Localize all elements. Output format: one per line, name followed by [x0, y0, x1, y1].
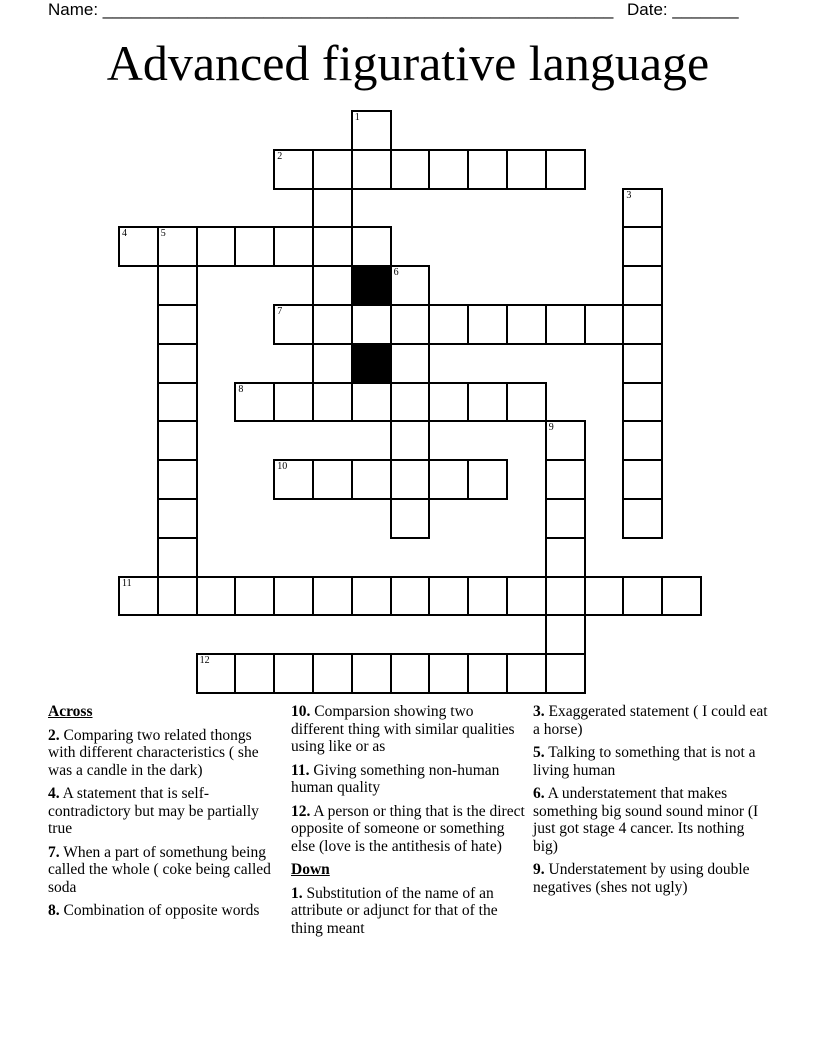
down-heading: Down: [291, 861, 330, 878]
crossword-cell[interactable]: [390, 498, 431, 539]
crossword-cell[interactable]: [157, 459, 198, 500]
clue-number: 6: [393, 267, 399, 279]
clue-item: [48, 727, 278, 780]
crossword-cell[interactable]: [584, 576, 625, 617]
crossword-cell[interactable]: [622, 265, 663, 306]
crossword-cell[interactable]: [157, 343, 198, 384]
crossword-cell[interactable]: [390, 304, 431, 345]
crossword-cell[interactable]: [467, 382, 508, 423]
crossword-cell[interactable]: [506, 382, 547, 423]
clue-item-text: Giving something non-human human quality: [291, 761, 500, 796]
crossword-cell[interactable]: [622, 343, 663, 384]
clue-item-number: 5.: [533, 744, 545, 761]
crossword-cell[interactable]: [622, 188, 663, 229]
crossword-cell[interactable]: [312, 459, 353, 500]
crossword-cell[interactable]: [622, 226, 663, 267]
crossword-cell[interactable]: [312, 382, 353, 423]
crossword-cell[interactable]: [351, 653, 392, 694]
crossword-cell[interactable]: [157, 382, 198, 423]
clue-item: [48, 785, 278, 838]
crossword-cell[interactable]: [273, 576, 314, 617]
crossword-cell[interactable]: [312, 149, 353, 190]
crossword-cell[interactable]: [467, 576, 508, 617]
clue-item-text: Exaggerated statement ( I could eat a horse): [533, 703, 768, 738]
crossword-cell[interactable]: [428, 576, 469, 617]
clue-number: 1: [354, 112, 360, 123]
crossword-cell[interactable]: [545, 304, 586, 345]
crossword-cell[interactable]: [390, 459, 431, 500]
crossword-cell[interactable]: [467, 149, 508, 190]
crossword-cell[interactable]: [622, 304, 663, 345]
clue-item: [533, 703, 773, 738]
clue-item-number: 4.: [48, 785, 60, 802]
clue-item: [291, 762, 526, 797]
clues-column-2: [291, 703, 526, 943]
crossword-cell[interactable]: [506, 304, 547, 345]
crossword-cell[interactable]: [467, 459, 508, 500]
clue-item-number: 12.: [291, 802, 311, 820]
clue-item-text: A statement that is self-contradictory but may be partially true: [48, 785, 259, 837]
crossword-cell[interactable]: [622, 576, 663, 617]
crossword-cell[interactable]: [157, 498, 198, 539]
clue-number: 9: [548, 422, 554, 434]
clue-item-number: 3.: [533, 703, 545, 720]
across-heading: Across: [48, 703, 93, 720]
page-title: Advanced figurative language: [106, 35, 710, 91]
crossword-cell[interactable]: [157, 226, 198, 267]
clue-item-text: Substitution of the name of an attribute or adjunct for that of the thing meant: [291, 884, 498, 937]
crossword-cell[interactable]: [351, 149, 392, 190]
crossword-cell[interactable]: [273, 149, 314, 190]
crossword-cell[interactable]: [234, 576, 275, 617]
crossword-cell[interactable]: [157, 265, 198, 306]
crossword-cell[interactable]: [390, 343, 431, 384]
crossword-cell[interactable]: [584, 304, 625, 345]
clues-column-3: [533, 703, 773, 902]
crossword-cell[interactable]: [273, 459, 314, 500]
clue-number: 8: [238, 383, 244, 395]
clue-item-number: 2.: [48, 726, 60, 744]
crossword-cell[interactable]: [234, 226, 275, 267]
crossword-cell[interactable]: [428, 304, 469, 345]
crossword-cell[interactable]: [622, 459, 663, 500]
crossword-cell[interactable]: [312, 226, 353, 267]
clue-item-number: 7.: [48, 843, 60, 861]
crossword-cell[interactable]: [661, 576, 702, 617]
crossword-cell[interactable]: [545, 149, 586, 190]
clue-number: 12: [199, 655, 210, 667]
crossword-cell[interactable]: [506, 576, 547, 617]
clue-item-text: Comparsion showing two different thing with similar qualities using like or as: [291, 703, 515, 755]
crossword-cell[interactable]: [545, 614, 586, 655]
crossword-cell[interactable]: [622, 382, 663, 423]
clue-number: 4: [122, 228, 127, 240]
clue-item: [533, 785, 773, 855]
crossword-cell[interactable]: [506, 149, 547, 190]
crossword-cell[interactable]: [118, 576, 159, 617]
crossword-cell[interactable]: [545, 653, 586, 694]
crossword-cell[interactable]: [157, 420, 198, 461]
crossword-cell[interactable]: [545, 498, 586, 539]
clue-item-text: Talking to something that is not a living human: [533, 744, 756, 779]
clue-item-number: 11.: [291, 761, 310, 779]
clue-number: 5: [160, 228, 166, 240]
crossword-cell[interactable]: [390, 265, 431, 306]
crossword-cell[interactable]: [545, 459, 586, 500]
clue-number: 10: [277, 461, 288, 473]
crossword-cell[interactable]: [390, 576, 431, 617]
crossword-cell[interactable]: [351, 576, 392, 617]
crossword-cell[interactable]: [428, 149, 469, 190]
clue-number: 2: [277, 150, 283, 162]
clue-number: 7: [277, 306, 283, 317]
crossword-cell[interactable]: [390, 149, 431, 190]
black-cell: [351, 343, 392, 384]
clues-column-1: [48, 703, 278, 926]
crossword-cell[interactable]: [351, 110, 392, 151]
clue-item: [533, 861, 773, 896]
crossword-cell[interactable]: [390, 420, 431, 461]
clue-item-number: 10.: [291, 703, 311, 720]
crossword-cell[interactable]: [196, 653, 237, 694]
clue-item-number: 1.: [291, 884, 303, 902]
crossword-cell[interactable]: [312, 265, 353, 306]
clue-item: [533, 744, 773, 779]
crossword-cell[interactable]: [351, 304, 392, 345]
clue-item-number: 9.: [533, 861, 545, 878]
clue-item-text: A person or thing that is the direct opposite of someone or something else (love is the antithesis of hate): [291, 802, 525, 855]
crossword-cell[interactable]: [312, 188, 353, 229]
crossword-cell[interactable]: [351, 226, 392, 267]
crossword-cell[interactable]: [428, 382, 469, 423]
clue-item: [48, 902, 278, 920]
crossword-cell[interactable]: [234, 653, 275, 694]
crossword-cell[interactable]: [390, 382, 431, 423]
crossword-cell[interactable]: [312, 304, 353, 345]
crossword-cell[interactable]: [157, 304, 198, 345]
crossword-cell[interactable]: [622, 420, 663, 461]
crossword-cell[interactable]: [428, 459, 469, 500]
crossword-cell[interactable]: [506, 653, 547, 694]
crossword-cell[interactable]: [351, 382, 392, 423]
crossword-cell[interactable]: [273, 382, 314, 423]
crossword-cell[interactable]: [622, 498, 663, 539]
crossword-cell[interactable]: [312, 343, 353, 384]
clue-item-text: A understatement that makes something big sound sound minor (I just got stage 4 cancer. Its nothing big): [533, 785, 759, 855]
clue-item: [291, 703, 526, 756]
crossword-cell[interactable]: [545, 537, 586, 578]
clue-item-number: 8.: [48, 902, 60, 919]
crossword-cell[interactable]: [312, 653, 353, 694]
clue-item: [291, 885, 526, 938]
clue-item: [48, 844, 278, 897]
crossword-cell[interactable]: [118, 226, 159, 267]
name-line: Name: ______________________________________________________: [48, 0, 614, 19]
clue-number: 3: [626, 189, 632, 201]
crossword-cell[interactable]: [234, 382, 275, 423]
crossword-cell[interactable]: [428, 653, 469, 694]
crossword-cell[interactable]: [273, 304, 314, 345]
crossword-cell[interactable]: [273, 653, 314, 694]
crossword-cell[interactable]: [196, 226, 237, 267]
crossword-cell[interactable]: [351, 459, 392, 500]
clue-item-text: Combination of opposite words: [63, 902, 260, 919]
clue-item-text: Understatement by using double negatives (shes not ugly): [533, 861, 750, 896]
crossword-cell[interactable]: [157, 537, 198, 578]
crossword-cell[interactable]: [157, 576, 198, 617]
date-line: Date: _______: [627, 0, 739, 19]
crossword-cell[interactable]: [467, 653, 508, 694]
crossword-cell[interactable]: [545, 576, 586, 617]
clue-item-text: Comparing two related thongs with different characteristics ( she was a candle in the dark): [48, 726, 259, 779]
crossword-cell[interactable]: [467, 304, 508, 345]
clue-item-number: 6.: [533, 785, 545, 802]
crossword-cell[interactable]: [312, 576, 353, 617]
clue-item-text: When a part of somethung being called the whole ( coke being called soda: [48, 843, 271, 896]
crossword-cell[interactable]: [390, 653, 431, 694]
clue-number: 11: [122, 577, 132, 589]
black-cell: [351, 265, 392, 306]
crossword-cell[interactable]: [545, 420, 586, 461]
crossword-cell[interactable]: [273, 226, 314, 267]
crossword-cell[interactable]: [196, 576, 237, 617]
clue-item: [291, 803, 526, 856]
